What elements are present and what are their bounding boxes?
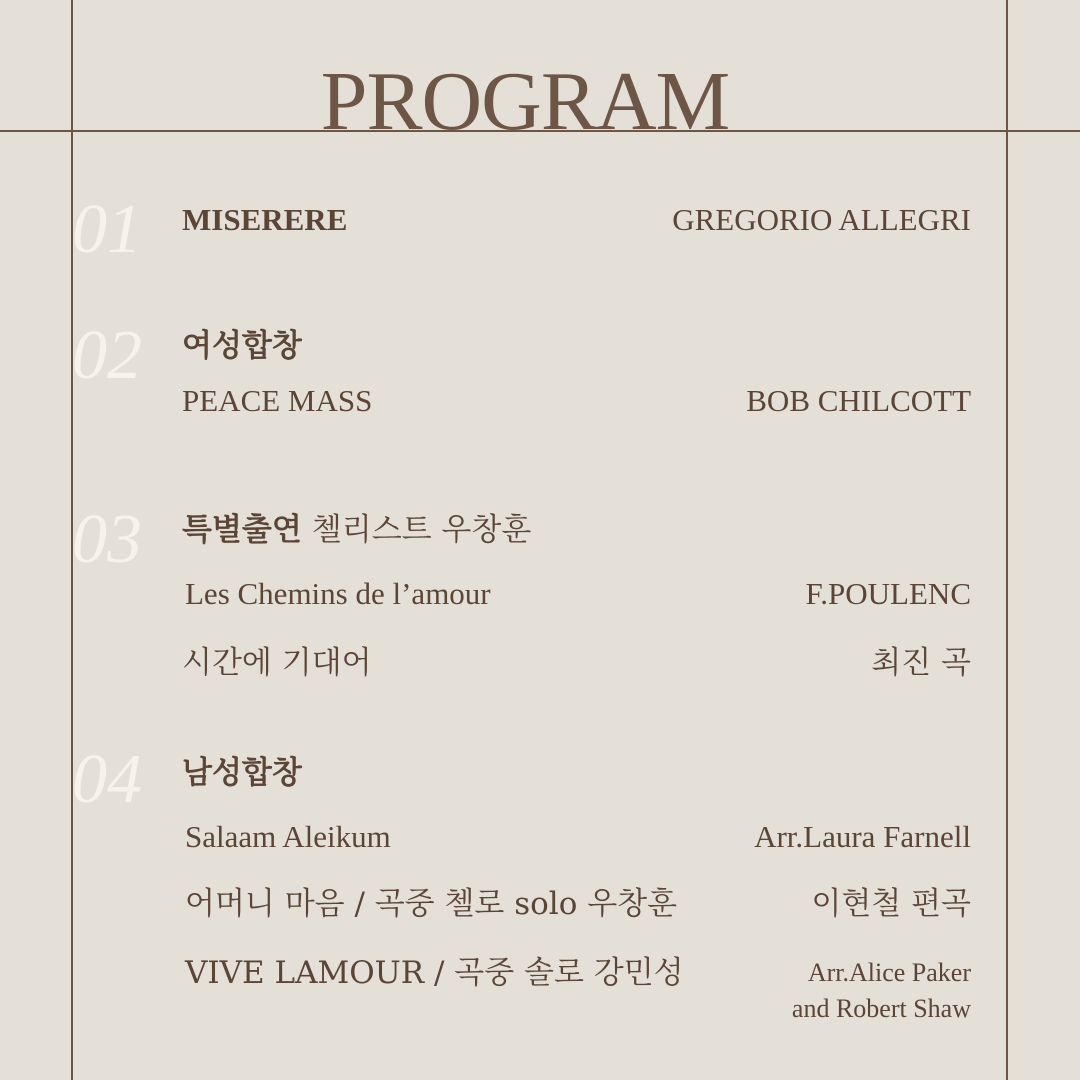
section-number-01: 01 bbox=[72, 191, 142, 268]
page-title: PROGRAM bbox=[320, 55, 730, 148]
section-03-composer-1: F.POULENC bbox=[805, 576, 971, 611]
section-04-composer-1: Arr.Laura Farnell bbox=[754, 819, 971, 854]
section-03-piece-2: 시간에 기대어 bbox=[182, 645, 372, 681]
section-04-piece-1: Salaam Aleikum bbox=[185, 819, 391, 854]
section-number-02: 02 bbox=[72, 317, 142, 394]
section-01-composer: GREGORIO ALLEGRI bbox=[672, 202, 971, 237]
section-04-composer-3-line-1: Arr.Alice Paker bbox=[807, 958, 971, 987]
right-border-line bbox=[1006, 0, 1008, 1080]
section-01-heading: MISERERE bbox=[182, 202, 348, 237]
section-04-heading: 남성합창 bbox=[182, 755, 302, 791]
section-number-03: 03 bbox=[72, 501, 142, 578]
section-03-heading-row bbox=[182, 512, 531, 548]
section-number-04: 04 bbox=[72, 741, 142, 818]
section-04-piece-3: VIVE LAMOUR / 곡중 솔로 강민성 bbox=[185, 955, 684, 991]
section-03-piece-1: Les Chemins de l’amour bbox=[185, 576, 491, 611]
section-03-composer-2: 최진 곡 bbox=[871, 645, 971, 681]
section-02-heading: 여성합창 bbox=[182, 328, 302, 364]
section-02-piece-1: PEACE MASS bbox=[182, 383, 373, 418]
section-02-composer-1: BOB CHILCOTT bbox=[746, 383, 971, 418]
section-04-composer-3-line-2: and Robert Shaw bbox=[791, 994, 971, 1023]
section-03-heading: 특별출연 bbox=[182, 512, 302, 548]
section-04-composer-2: 이현철 편곡 bbox=[811, 886, 971, 922]
section-03-subheading: 첼리스트 우창훈 bbox=[311, 512, 532, 548]
section-04-piece-2: 어머니 마음 / 곡중 첼로 solo 우창훈 bbox=[185, 886, 678, 922]
